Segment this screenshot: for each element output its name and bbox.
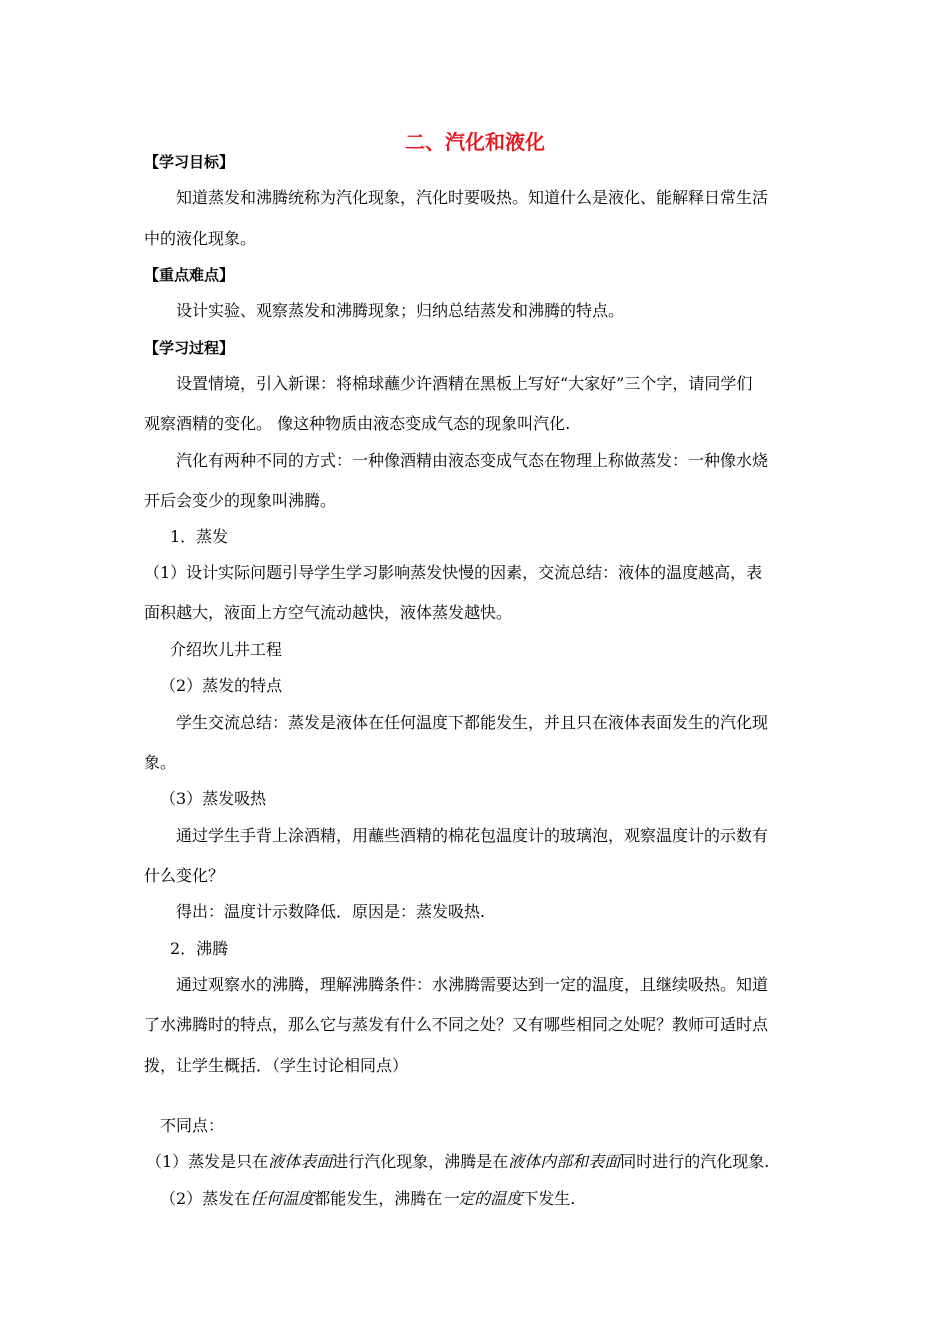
subheading-evaporation: 1．蒸发	[170, 527, 229, 546]
process-line: 了水沸腾时的特点，那么它与蒸发有什么不同之处？又有哪些相同之处呢？教师可适时点	[144, 1015, 769, 1034]
process-line: 观察酒精的变化。 像这种物质由液态变成气态的现象叫汽化.	[144, 414, 571, 433]
difference-2-emphasis: 任何温度	[250, 1189, 315, 1208]
document-title: 二、汽化和液化	[405, 130, 545, 154]
subheading-boiling: 2．沸腾	[170, 939, 229, 958]
difference-1-text: 进行汽化现象，沸腾是在	[332, 1152, 509, 1171]
difference-2-text: 都能发生，沸腾在	[314, 1189, 443, 1208]
process-line: 通过观察水的沸腾，理解沸腾条件：水沸腾需要达到一定的温度，且继续吸热。知道	[176, 975, 769, 994]
goals-line-1: 知道蒸发和沸腾统称为汽化现象，汽化时要吸热。知道什么是液化、能解释日常生活	[176, 188, 769, 207]
process-line: 得出：温度计示数降低．原因是：蒸发吸热.	[176, 902, 486, 921]
difference-1	[146, 1152, 769, 1172]
process-heading: 【学习过程】	[144, 339, 235, 357]
process-line: 学生交流总结：蒸发是液体在任何温度下都能发生，并且只在液体表面发生的汽化现	[176, 713, 769, 732]
difference-2-text: （2）蒸发在	[160, 1189, 251, 1208]
process-line: （3）蒸发吸热	[160, 789, 267, 808]
difference-1-text: （1）蒸发是只在	[146, 1152, 269, 1171]
differences-label: 不同点：	[160, 1116, 225, 1135]
process-line: 通过学生手背上涂酒精，用蘸些酒精的棉花包温度计的玻璃泡，观察温度计的示数有	[176, 826, 769, 845]
difference-1-emphasis: 液体表面	[268, 1152, 333, 1171]
process-line: 拨，让学生概括．（学生讨论相同点）	[144, 1056, 409, 1075]
difference-2-emphasis: 一定的温度	[442, 1189, 523, 1208]
focus-heading: 【重点难点】	[144, 266, 235, 284]
goals-heading: 【学习目标】	[144, 153, 235, 171]
process-line: 介绍坎儿井工程	[170, 640, 283, 659]
process-line: 设置情境，引入新课：将棉球蘸少许酒精在黑板上写好“大家好”三个字，请同学们	[176, 374, 753, 393]
goals-line-2: 中的液化现象。	[144, 229, 257, 248]
difference-1-text: 同时进行的汽化现象.	[620, 1152, 770, 1171]
focus-line-1: 设计实验、观察蒸发和沸腾现象；归纳总结蒸发和沸腾的特点。	[176, 301, 625, 320]
difference-1-emphasis: 液体内部和表面	[508, 1152, 621, 1171]
process-line: 象。	[144, 753, 177, 772]
process-line: 汽化有两种不同的方式：一种像酒精由液态变成气态在物理上称做蒸发：一种像水烧	[176, 451, 769, 470]
difference-2-text: 下发生.	[522, 1189, 576, 1208]
process-line: （1）设计实际问题引导学生学习影响蒸发快慢的因素，交流总结：液体的温度越高，表	[144, 563, 763, 582]
process-line: 什么变化？	[144, 866, 225, 885]
process-line: （2）蒸发的特点	[160, 676, 283, 695]
process-line: 开后会变少的现象叫沸腾。	[144, 491, 337, 510]
difference-2	[160, 1189, 575, 1209]
process-line: 面积越大，液面上方空气流动越快，液体蒸发越快。	[144, 603, 513, 622]
